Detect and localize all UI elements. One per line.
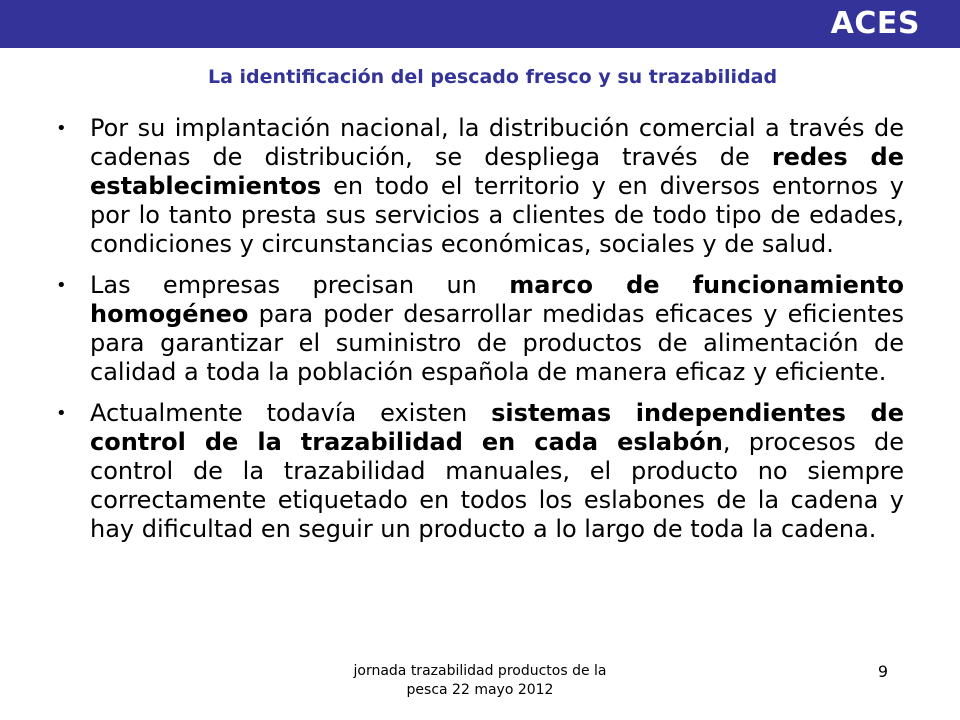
bullet-text-segment: Las empresas precisan un <box>90 271 510 299</box>
bullet-text-emphasis: marco de funcionamiento homogéneo <box>90 271 904 328</box>
bullet-text-segment: , procesos de control de la trazabilidad manuales, el producto no siempre correctamente etiquetado en todos los eslabones de la cadena y hay dificultad en seguir un producto a lo largo de toda la cadena. <box>90 428 904 543</box>
brand-title: ACES <box>830 6 920 41</box>
footer-caption-line: jornada trazabilidad productos de la <box>353 663 607 679</box>
footer-caption-line: pesca 22 mayo 2012 <box>406 682 554 698</box>
bullet-item <box>56 399 904 544</box>
bullet-marker-icon: • <box>56 118 67 139</box>
bullet-text <box>90 271 904 386</box>
bullet-text-segment: Por su implantación nacional, la distribución comercial a través de cadenas de distribución, se despliega través de <box>90 114 904 171</box>
bullet-text-segment: para poder desarrollar medidas eficaces y eficientes para garantizar el suministro de productos de alimentación de calidad a toda la población española de manera eficaz y eficiente. <box>90 300 904 386</box>
bullet-item <box>56 114 904 259</box>
page-number: 9 <box>877 662 888 681</box>
bullet-item <box>56 271 904 387</box>
bullet-text-segment: Actualmente todavía existen <box>90 399 492 427</box>
bullet-text-segment: en todo el territorio y en diversos entornos y por lo tanto presta sus servicios a clientes de todo tipo de edades, condiciones y circunstancias económicas, sociales y de salud. <box>90 172 904 258</box>
bullet-text <box>90 114 904 258</box>
footer-caption <box>330 662 630 700</box>
slide-subtitle: La identificación del pescado fresco y su trazabilidad <box>208 66 778 88</box>
bullet-text-emphasis: sistemas independientes de control de la trazabilidad en cada eslabón <box>90 399 904 456</box>
bullet-marker-icon: • <box>56 403 67 424</box>
bullet-text-emphasis: redes de establecimientos <box>90 143 904 200</box>
bullet-marker-icon: • <box>56 275 67 296</box>
header-bar <box>0 0 960 48</box>
bullet-list <box>56 114 904 556</box>
bullet-text <box>90 399 904 543</box>
